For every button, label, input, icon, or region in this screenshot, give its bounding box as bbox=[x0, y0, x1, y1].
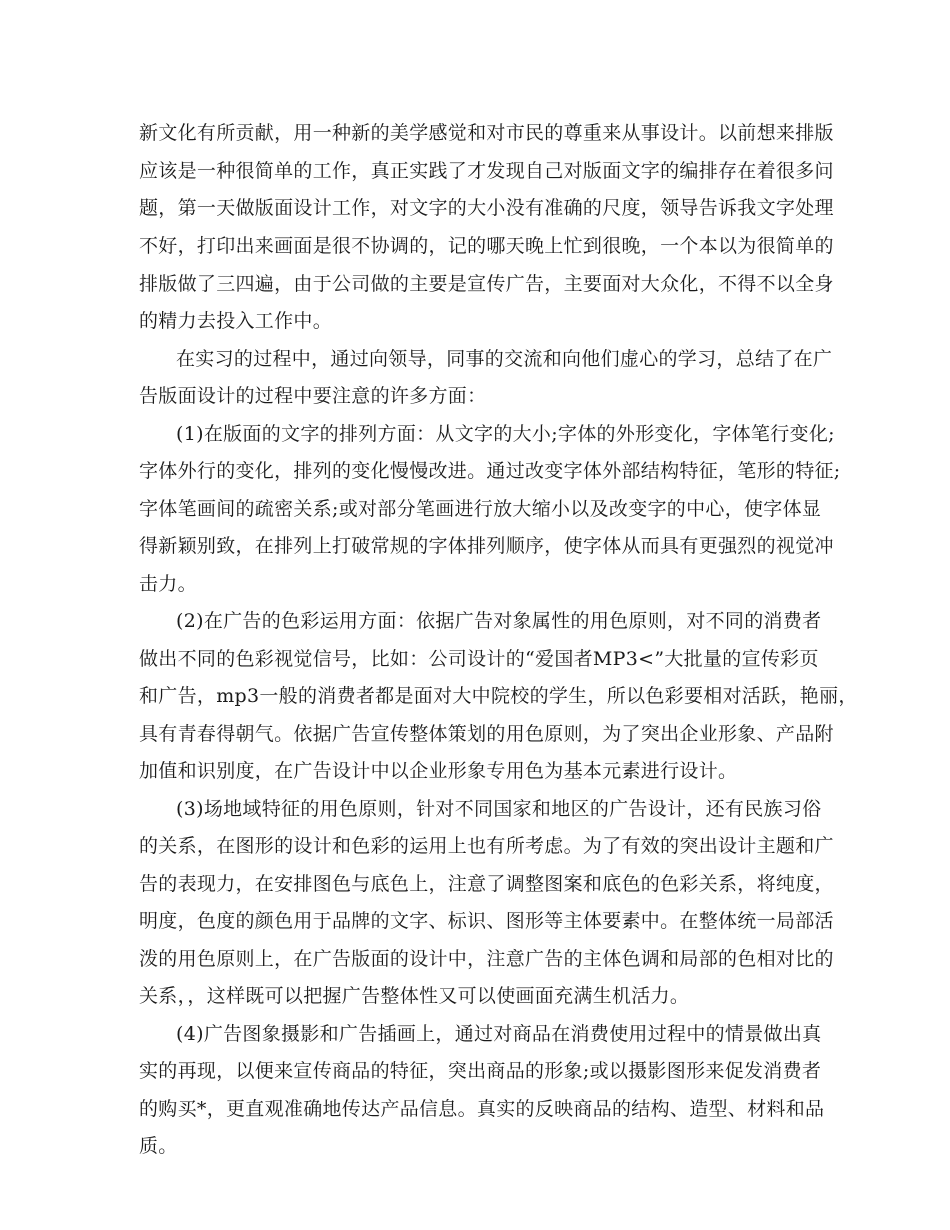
paragraph-line: 击力。 bbox=[139, 573, 197, 595]
paragraph-line: 关系，，这样既可以把握广告整体性又可以使画面充满生机活力。 bbox=[139, 985, 690, 1007]
paragraph-line: 题，第一天做版面设计工作，对文字的大小没有准确的尺度，领导告诉我文字处理 bbox=[139, 197, 834, 219]
paragraph-line: 告的表现力，在安排图色与底色上，注意了调整图案和底色的色彩关系，将纯度， bbox=[139, 873, 834, 895]
paragraph-line: 排版做了三四遍，由于公司做的主要是宣传广告，主要面对大众化，不得不以全身 bbox=[139, 273, 834, 295]
paragraph-line: 明度，色度的颜色用于品牌的文字、标识、图形等主体要素中。在整体统一局部活 bbox=[139, 910, 834, 932]
paragraph-line: 字体笔画间的疏密关系;或对部分笔画进行放大缩小以及改变字的中心，使字体显 bbox=[139, 498, 822, 520]
paragraph-line: 得新颖别致，在排列上打破常规的字体排列顺序，使字体从而具有更强烈的视觉冲 bbox=[139, 535, 834, 557]
paragraph-line: 应该是一种很简单的工作，真正实践了才发现自己对版面文字的编排存在着很多问 bbox=[139, 160, 834, 182]
paragraph-line: 加值和识别度，在广告设计中以企业形象专用色为基本元素进行设计。 bbox=[139, 760, 738, 782]
paragraph-line: 泼的用色原则上，在广告版面的设计中，注意广告的主体色调和局部的色相对比的 bbox=[139, 948, 834, 970]
paragraph-line: 不好，打印出来画面是很不协调的，记的哪天晚上忙到很晚，一个本以为很简单的 bbox=[139, 235, 834, 257]
paragraph-line: 的关系，在图形的设计和色彩的运用上也有所考虑。为了有效的突出设计主题和广 bbox=[139, 835, 834, 857]
paragraph-line: 在实习的过程中，通过向领导，同事的交流和向他们虚心的学习，总结了在广 bbox=[176, 348, 833, 370]
paragraph-line: 的精力去投入工作中。 bbox=[139, 310, 333, 332]
paragraph-line: 新文化有所贡献，用一种新的美学感觉和对市民的尊重来从事设计。以前想来排版 bbox=[139, 122, 834, 144]
paragraph-line: 具有青春得朝气。依据广告宣传整体策划的用色原则，为了突出企业形象、产品附 bbox=[139, 723, 834, 745]
paragraph-line: 做出不同的色彩视觉信号，比如：公司设计的“爱国者MP3<”大批量的宣传彩页 bbox=[139, 648, 819, 670]
paragraph-line: 告版面设计的过程中要注意的许多方面： bbox=[139, 385, 487, 407]
paragraph-line: (1)在版面的文字的排列方面：从文字的大小;字体的外形变化，字体笔行变化; bbox=[176, 423, 835, 445]
paragraph-line: (2)在广告的色彩运用方面：依据广告对象属性的用色原则，对不同的消费者 bbox=[176, 610, 822, 632]
paragraph-line: (3)场地域特征的用色原则，针对不同国家和地区的广告设计，还有民族习俗 bbox=[176, 798, 822, 820]
paragraph-line: 字体外行的变化，排列的变化慢慢改进。通过改变字体外部结构特征，笔形的特征; bbox=[139, 460, 841, 482]
paragraph-line: 的购买*，更直观准确地传达产品信息。真实的反映商品的结构、造型、材料和品 bbox=[139, 1098, 825, 1120]
paragraph-line: 和广告，mp3一般的消费者都是面对大中院校的学生，所以色彩要相对活跃，艳丽， bbox=[139, 685, 858, 707]
paragraph-line: 实的再现，以便来宣传商品的特征，突出商品的形象;或以摄影图形来促发消费者 bbox=[139, 1060, 822, 1082]
paragraph-line: (4)广告图象摄影和广告插画上，通过对商品在消费使用过程中的情景做出真 bbox=[176, 1023, 822, 1045]
paragraph-line: 质。 bbox=[139, 1135, 178, 1157]
